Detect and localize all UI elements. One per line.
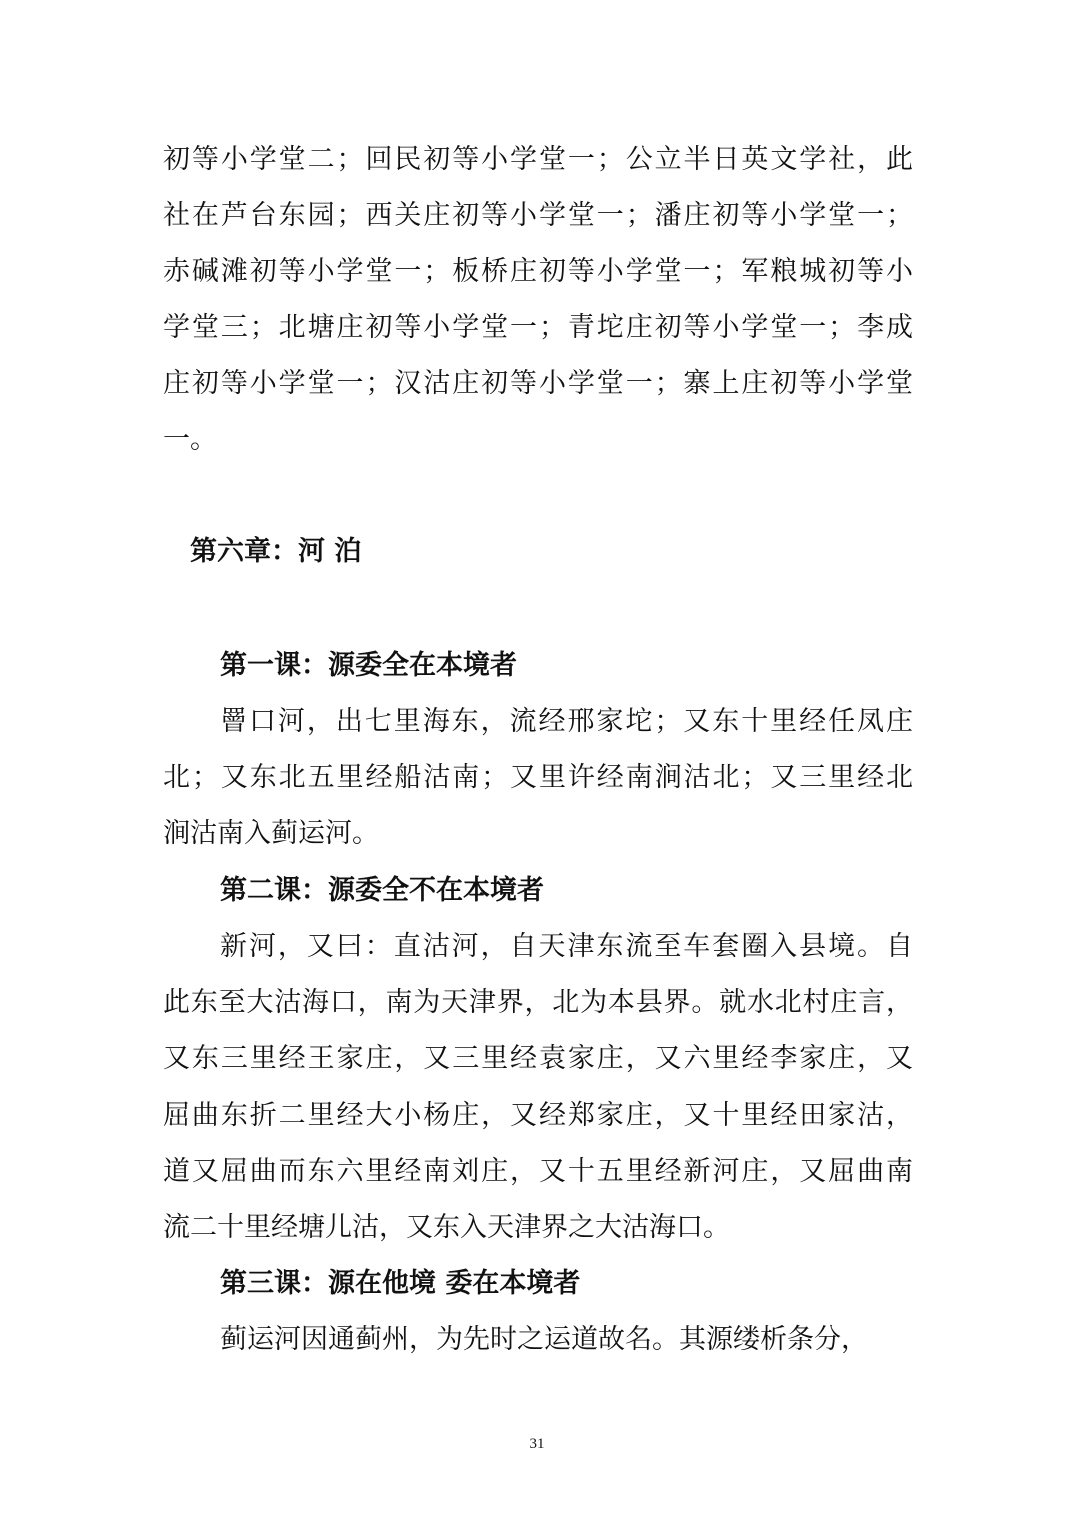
lesson-2-line-6: 流二十里经塘儿沽，又东入天津界之大沽海口。 (163, 1212, 730, 1243)
intro-line-1: 初等小学堂二；回民初等小学堂一；公立半日英文学社，此 (163, 144, 913, 175)
lesson-1-heading: 第一课：源委全在本境者 (220, 650, 517, 681)
lesson-2-line-2: 此东至大沽海口，南为天津界，北为本县界。就水北村庄言， (163, 987, 913, 1018)
intro-line-6: 一。 (163, 424, 217, 455)
lesson-3-line-1: 蓟运河因通蓟州，为先时之运道故名。其源缕析条分， (220, 1324, 868, 1355)
intro-line-4: 学堂三；北塘庄初等小学堂一；青坨庄初等小学堂一；李成 (163, 312, 913, 343)
lesson-2-line-4: 屈曲东折二里经大小杨庄，又经郑家庄，又十里经田家沽， (163, 1100, 913, 1131)
lesson-2-line-5: 道又屈曲而东六里经南刘庄，又十五里经新河庄，又屈曲南 (163, 1156, 913, 1187)
lesson-1-line-1: 罾口河，出七里海东，流经邢家坨；又东十里经任凤庄 (220, 706, 913, 737)
lesson-3-heading: 第三课：源在他境 委在本境者 (220, 1268, 581, 1299)
lesson-1-line-3: 涧沽南入蓟运河。 (163, 818, 379, 849)
intro-line-3: 赤碱滩初等小学堂一；板桥庄初等小学堂一；军粮城初等小 (163, 256, 913, 287)
lesson-1-line-2: 北；又东北五里经船沽南；又里许经南涧沽北；又三里经北 (163, 762, 913, 793)
intro-line-2: 社在芦台东园；西关庄初等小学堂一；潘庄初等小学堂一； (163, 200, 913, 231)
page-number: 31 (529, 1436, 545, 1452)
intro-line-5: 庄初等小学堂一；汉沽庄初等小学堂一；寨上庄初等小学堂 (163, 368, 913, 399)
lesson-2-line-1: 新河，又曰：直沽河，自天津东流至车套圈入县境。自 (220, 931, 913, 962)
lesson-2-line-3: 又东三里经王家庄，又三里经袁家庄，又六里经李家庄，又 (163, 1043, 913, 1074)
chapter-title: 第六章：河 泊 (190, 536, 362, 567)
lesson-2-heading: 第二课：源委全不在本境者 (220, 875, 544, 906)
